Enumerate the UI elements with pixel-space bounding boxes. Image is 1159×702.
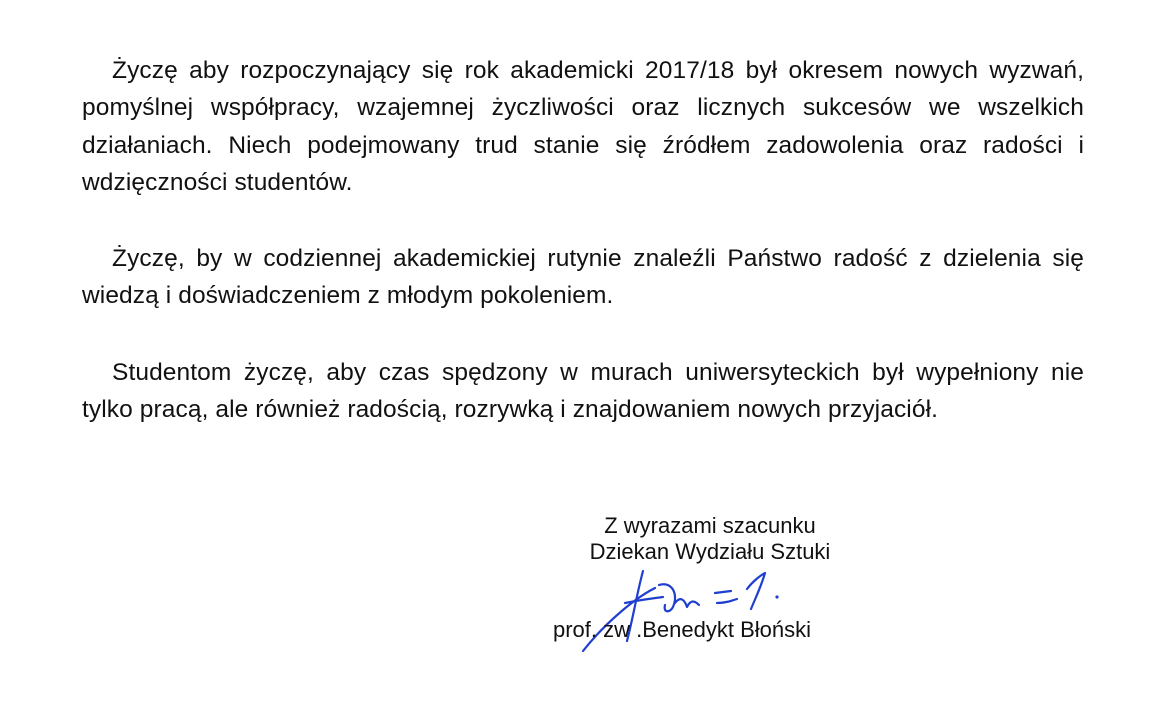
letter-body bbox=[82, 52, 1084, 467]
paragraph-wishes-students: Studentom życzę, aby czas spędzony w murach uniwersyteckich był wypełniony nie tylko pracą, ale również radością, rozrywką i znajdowaniem nowych przyjaciół. bbox=[82, 358, 1084, 424]
closing-regards: Z wyrazami szacunku bbox=[604, 513, 816, 538]
paragraph-wishes-staff: Życzę, by w codziennej akademickiej rutynie znaleźli Państwo radość z dzielenia się wiedzą i doświadczeniem z młodym pokoleniem. bbox=[82, 245, 1084, 310]
dean-position: Dziekan Wydziału Sztuki bbox=[589, 539, 831, 564]
paragraph-wishes-academic-year: Życzę aby rozpoczynający się rok akademicki 2017/18 był okresem nowych wyzwań, pomyślnej współpracy, wzajemnej życzliwości oraz licznych sukcesów we wszelkich działaniach. Niech podejmowany trud stanie się źródłem zadowolenia oraz radości i wdzięczności studentów. bbox=[82, 57, 1084, 196]
closing-block bbox=[545, 513, 875, 565]
signer-name: prof. zw .Benedykt Błoński bbox=[553, 617, 812, 642]
